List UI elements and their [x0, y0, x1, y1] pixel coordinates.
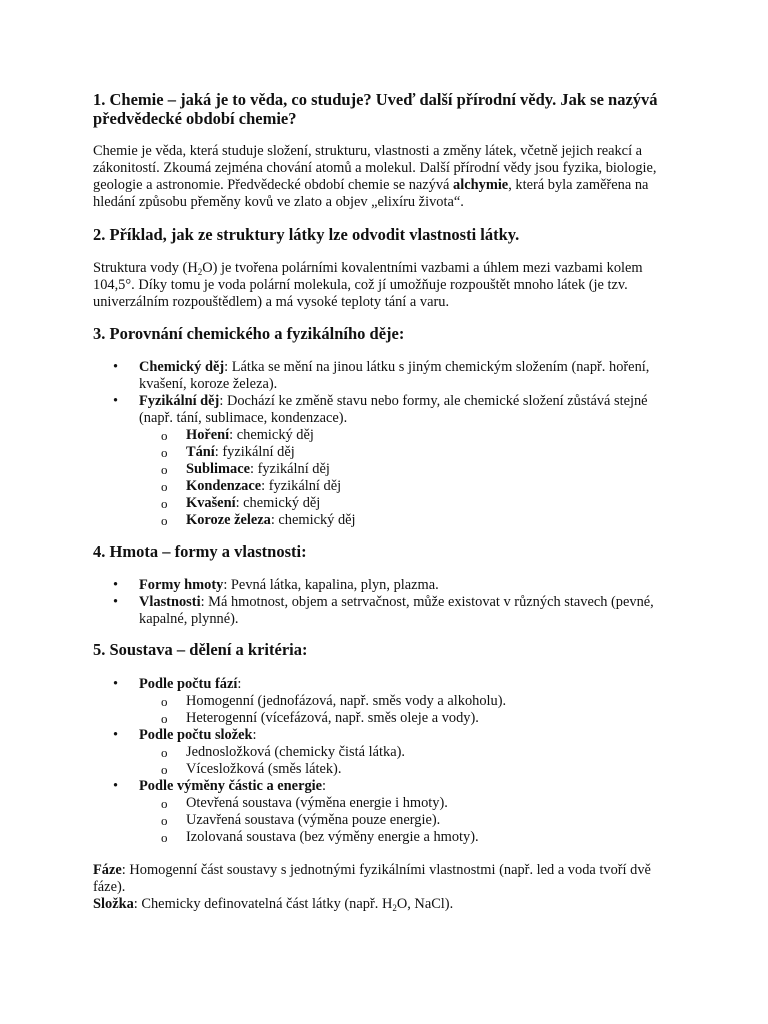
definition-text-b: O, NaCl).	[396, 896, 454, 912]
sublist-item: o Vícesložková (směs látek).	[93, 761, 676, 778]
definition-text-a: : Chemicky definovatelná část látky (např. H	[133, 896, 393, 912]
sublist-item: o Homogenní (jednofázová, např. směs vody a alkoholu).	[93, 693, 676, 710]
sublist-item-term: Tání	[186, 444, 215, 460]
section-2-paragraph	[93, 260, 676, 311]
section-5-list	[93, 676, 676, 846]
list-item	[93, 727, 676, 778]
section-1-text-b: , která byla zaměřena na hledání způsobu přeměny kovů ve zlato a objev „elixíru života“.	[93, 177, 649, 210]
definition-term: Složka	[93, 896, 134, 912]
list-item	[93, 778, 676, 846]
section-2-text-a: Struktura vody (H	[93, 260, 198, 276]
definition-text: : Homogenní část soustavy s jednotnými fyzikálními vlastnostmi (např. led a voda tvoří dvě fáze).	[93, 862, 651, 895]
list-item-term: Fyzikální děj	[139, 393, 220, 409]
sublist-item	[93, 461, 676, 478]
list-item	[93, 393, 676, 529]
list-item	[93, 359, 676, 393]
list-item-text: : Pevná látka, kapalina, plyn, plazma.	[223, 577, 439, 593]
sublist-item-text: : chemický děj	[270, 512, 356, 528]
sublist-item	[93, 444, 676, 461]
sublist-item-text: : fyzikální děj	[214, 444, 295, 460]
sublist-item: o Jednosložková (chemicky čistá látka).	[93, 744, 676, 761]
sublist-item-text: : chemický děj	[229, 427, 314, 443]
list-item-term: Podle výměny částic a energie	[139, 778, 323, 794]
section-1-heading: 1. Chemie – jaká je to věda, co studuje? Uveď další přírodní vědy. Jak se nazývá předvědecké období chemie?	[93, 90, 658, 128]
sublist-item	[93, 512, 676, 529]
section-3-list	[93, 359, 676, 529]
water-subscript: 2	[197, 267, 203, 277]
sublist-item-term: Kondenzace	[186, 478, 262, 494]
sublist-item-text: : chemický děj	[235, 495, 321, 511]
section-4-list	[93, 577, 676, 628]
sublist-item: o Otevřená soustava (výměna energie i hmoty).	[93, 795, 676, 812]
definition-slozka	[93, 896, 676, 913]
definition-faze	[93, 862, 676, 896]
list-item	[93, 594, 676, 628]
water-subscript: 2	[392, 903, 397, 913]
section-3-heading: 3. Porovnání chemického a fyzikálního děje:	[93, 324, 405, 343]
definition-term: Fáze	[93, 862, 122, 878]
process-sublist	[93, 427, 676, 529]
sublist-item-text: : fyzikální děj	[249, 461, 330, 477]
phase-sublist	[93, 693, 676, 727]
list-item-term: Vlastnosti	[139, 594, 201, 610]
sublist-item	[93, 427, 676, 444]
section-2-heading: 2. Příklad, jak ze struktury látky lze odvodit vlastnosti látky.	[93, 225, 520, 244]
sublist-item-term: Koroze železa	[186, 512, 271, 528]
list-item-term: Chemický děj	[139, 359, 225, 375]
list-item-colon: :	[322, 778, 327, 794]
section-2-text-b: O) je tvořena polárními kovalentními vazbami a úhlem mezi vazbami kolem 104,5°. Díky tomu je voda polární molekula, což jí umožňuje rozpouštět mnoho látek (je tzv. univerzálním rozpouštědlem) a má vysoké teploty tání a varu.	[93, 260, 643, 310]
sublist-item: o Uzavřená soustava (výměna pouze energie).	[93, 812, 676, 829]
list-item-text: : Látka se mění na jinou látku s jiným chemickým složením (např. hoření, kvašení, koroze železa).	[139, 359, 650, 392]
list-item-text: : Má hmotnost, objem a setrvačnost, může existovat v různých stavech (pevné, kapalné, plynné).	[139, 594, 654, 627]
definitions	[93, 862, 676, 913]
section-4-heading: 4. Hmota – formy a vlastnosti:	[93, 542, 307, 561]
list-item-colon: :	[252, 727, 257, 743]
list-item-term: Podle počtu složek	[139, 727, 253, 743]
sublist-item-term: Sublimace	[186, 461, 250, 477]
list-item-term: Formy hmoty	[139, 577, 224, 593]
list-item-colon: :	[237, 676, 242, 692]
component-sublist	[93, 744, 676, 778]
list-item-term: Podle počtu fází	[139, 676, 238, 692]
sublist-item-term: Kvašení	[186, 495, 236, 511]
section-5-heading: 5. Soustava – dělení a kritéria:	[93, 640, 308, 659]
sublist-item	[93, 478, 676, 495]
sublist-item-term: Hoření	[186, 427, 230, 443]
sublist-item: o Izolovaná soustava (bez výměny energie a hmoty).	[93, 829, 676, 846]
exchange-sublist	[93, 795, 676, 846]
list-item	[93, 577, 676, 594]
list-item	[93, 676, 676, 727]
section-1-bold-term: alchymie	[453, 177, 509, 193]
sublist-item	[93, 495, 676, 512]
section-1-paragraph	[93, 143, 676, 211]
sublist-item-text: : fyzikální děj	[261, 478, 342, 494]
sublist-item: o Heterogenní (vícefázová, např. směs oleje a vody).	[93, 710, 676, 727]
list-item-text: : Dochází ke změně stavu nebo formy, ale chemické složení zůstává stejné (např. tání, sublimace, kondenzace).	[139, 393, 648, 426]
section-1-text-a: Chemie je věda, která studuje složení, strukturu, vlastnosti a změny látek, včetně jejich reakcí a zákonitostí. Zkoumá zejména chování atomů a molekul. Další přírodní vědy jsou fyzika, biologie, geologie a astronomie. Předvědecké období chemie se nazývá	[93, 143, 657, 193]
